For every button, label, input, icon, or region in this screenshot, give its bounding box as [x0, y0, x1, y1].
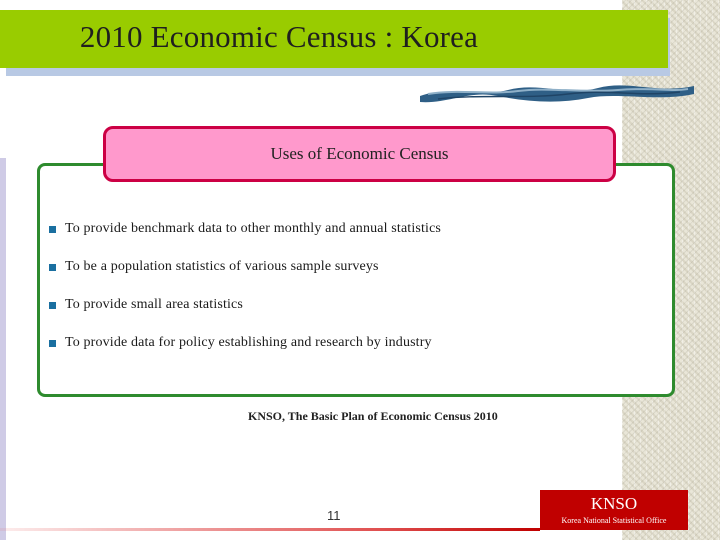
logo-subtitle: Korea National Statistical Office: [561, 516, 667, 525]
page-number: 11: [327, 508, 341, 523]
logo-name: KNSO: [590, 494, 638, 513]
section-header-box: [103, 126, 616, 182]
left-accent-bar: [0, 158, 6, 540]
list-item: [48, 286, 441, 324]
bullet-text: To be a population statistics of various sample surveys: [65, 259, 379, 274]
title-bar: [0, 10, 668, 68]
source-citation: KNSO, The Basic Plan of Economic Census 2010: [248, 409, 498, 423]
section-header: Uses of Economic Census: [270, 144, 449, 163]
square-bullet-icon: [49, 302, 56, 309]
bullet-text: To provide data for policy establishing and research by industry: [65, 335, 432, 350]
square-bullet-icon: [49, 264, 56, 271]
list-item: [48, 248, 441, 286]
brush-stroke-decoration: [418, 80, 696, 106]
bullet-text: To provide benchmark data to other monthly and annual statistics: [65, 221, 442, 236]
footer-line: [0, 528, 540, 531]
list-item: [48, 210, 441, 248]
slide-title: 2010 Economic Census : Korea: [79, 19, 479, 54]
square-bullet-icon: [49, 340, 56, 347]
list-item: [48, 324, 441, 362]
bullet-list: [48, 210, 441, 362]
bullet-text: To provide small area statistics: [65, 297, 243, 312]
square-bullet-icon: [49, 226, 56, 233]
